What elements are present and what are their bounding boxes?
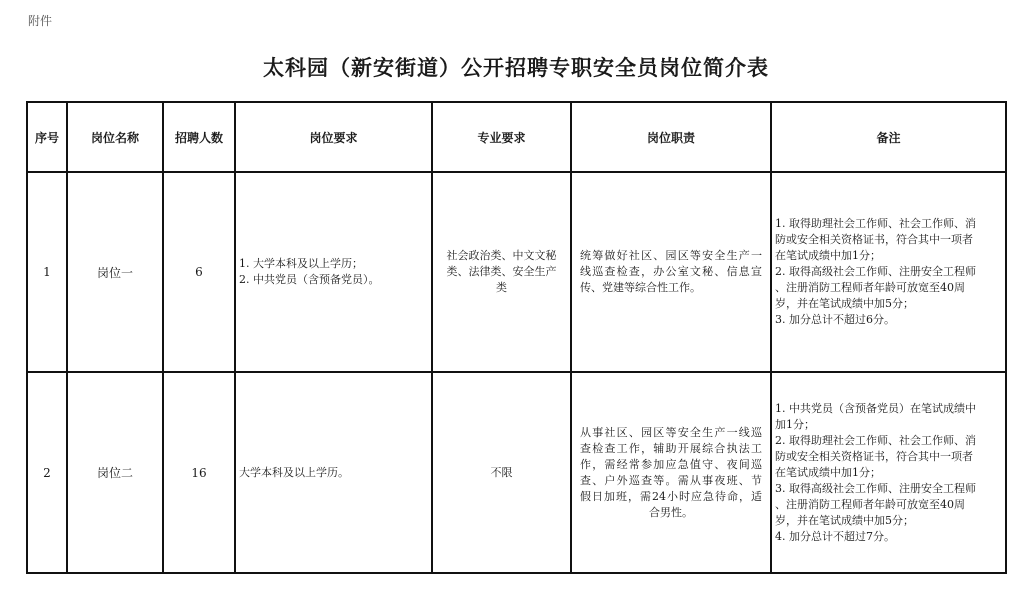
page-title: 太科园（新安街道）公开招聘专职安全员岗位简介表 (263, 56, 769, 80)
header-position: 岗位名称 (67, 102, 163, 172)
row-count: 6 (163, 172, 235, 372)
row-count: 16 (163, 372, 235, 573)
row-position: 岗位二 (67, 372, 163, 573)
header-count: 招聘人数 (163, 102, 235, 172)
table-row (27, 172, 1006, 372)
table-header-row (27, 102, 1006, 172)
table-row (27, 372, 1006, 573)
header-duties: 岗位职责 (571, 102, 771, 172)
attachment-label: 附件 (28, 14, 53, 28)
header-requirements: 岗位要求 (235, 102, 432, 172)
row-requirements: 1. 大学本科及以上学历； 2. 中共党员（含预备党员）。 (235, 172, 432, 372)
row-index: 1 (27, 172, 67, 372)
row-duties: 从事社区、园区等安全生产一线巡 查检查工作，辅助开展综合执法工 作，需经常参加应急值守、夜间巡 查、户外巡查等。需从事夜班、节 假日加班，需24小时应急待命，适 合男性。 (571, 372, 771, 573)
positions-table (26, 101, 1007, 574)
row-requirements: 大学本科及以上学历。 (235, 372, 432, 573)
row-position: 岗位一 (67, 172, 163, 372)
row-index: 2 (27, 372, 67, 573)
row-duties: 统筹做好社区、园区等安全生产一 线巡查检查，办公室文秘、信息宣 传、党建等综合性工作。 (571, 172, 771, 372)
row-notes: 1. 中共党员（含预备党员）在笔试成绩中 加1分； 2. 取得助理社会工作师、社会工作师、消 防或安全相关资格证书，符合其中一项者 在笔试成绩中加1分； 3. 取得高级社会工作师、注册安全工程师 、注册消防工程师者年龄可放宽至40周 岁，并在笔试成绩中加5分； 4. 加分总计不超过7分。 (771, 372, 1006, 573)
header-major: 专业要求 (432, 102, 571, 172)
header-index: 序号 (27, 102, 67, 172)
row-major: 不限 (432, 372, 571, 573)
row-major: 社会政治类、中文文秘 类、法律类、安全生产 类 (432, 172, 571, 372)
row-notes: 1. 取得助理社会工作师、社会工作师、消 防或安全相关资格证书，符合其中一项者 在笔试成绩中加1分； 2. 取得高级社会工作师、注册安全工程师 、注册消防工程师者年龄可放宽至40周 岁，并在笔试成绩中加5分； 3. 加分总计不超过6分。 (771, 172, 1006, 372)
header-notes: 备注 (771, 102, 1006, 172)
